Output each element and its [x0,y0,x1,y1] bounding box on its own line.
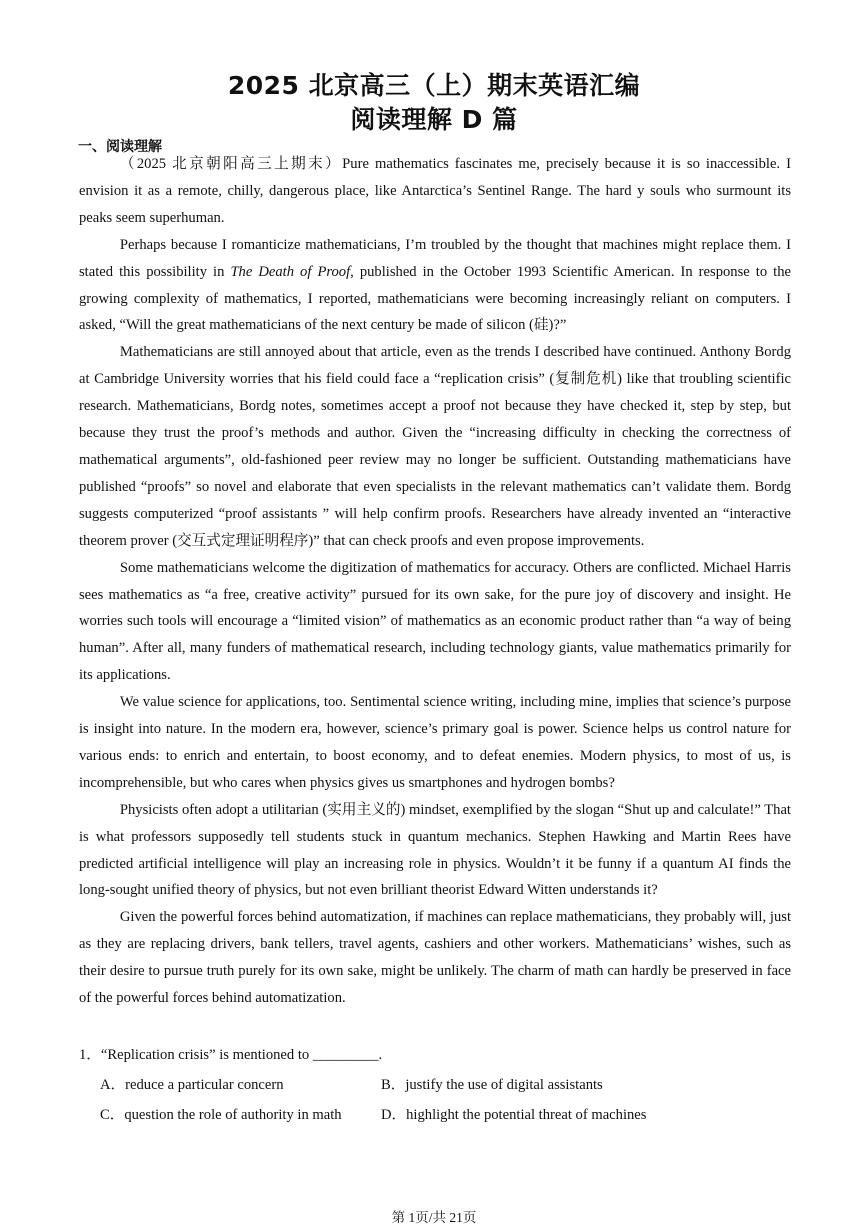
paragraph-5: We value science for applications, too. Sentimental science writing, including mine, implies that science’s purpose is insight into nature. In the modern era, however, science’s primary goal is power. Science helps us control nature for various ends: to enrich and entertain, to boost economy, and to defeat enemies. Modern physics, to most of us, is incomprehensible, but who cares when physics gives us smartphones and hydrogen bombs? [79,694,791,791]
paragraph-1: （2025 北京朝阳高三上期末）Pure mathematics fascinates me, precisely because it is so inaccessible. I envision it as a remote, chilly, dangerous place, like Antarctica’s Sentinel Range. The hard y souls who surmount its peaks seem superhuman. [79,156,791,226]
article-title: The Death of Proof [230,263,351,280]
passage [79,151,791,1012]
paragraph-7: Given the powerful forces behind automatization, if machines can replace mathematicians, they probably will, just as they are replacing drivers, bank tellers, travel agents, cashiers and other workers. Mathematicians’ wishes, such as their desire to pursue truth purely for its own sake, might be unlikely. The charm of math can hardly be preserved in face of the powerful forces behind automatization. [79,909,791,1007]
paragraph-2: Perhaps because I romanticize mathematicians, I’m troubled by the thought that machines might replace them. I stated this possibility in The Death of Proof, published in the October 1993 Scientific American. In response to the growing complexity of mathematics, I reported, mathematicians were becoming increasingly reliant on computers. I asked, “Will the great mathematicians of the next century be made of silicon (硅)?” [79,236,791,334]
paragraph-4: Some mathematicians welcome the digitization of mathematics for accuracy. Others are conflicted. Michael Harris sees mathematics as “a free, creative activity” pursued for its own sake, for the pure joy of discovery and insight. He worries such tools will encourage a “limited vision” of mathematics as an economic product rather than “a way of being human”. After all, many funders of mathematical research, including technology giants, value mathematics primarily for its applications. [79,559,791,684]
question-stem: 1．“Replication crisis” is mentioned to _________. [79,1047,383,1063]
section-heading: 一、阅读理解 [78,139,162,155]
page-subtitle: 阅读理解 D 篇 [350,105,518,134]
option-c: C．question the role of authority in math [100,1107,342,1123]
option-b: B．justify the use of digital assistants [381,1077,603,1093]
paragraph-3: Mathematicians are still annoyed about that article, even as the trends I described have continued. Anthony Bordg at Cambridge University worries that his field could face a “replication crisis” (复制危机) like that troubling scientific research. Mathematicians, Bordg notes, sometimes accept a proof not because they have checked it, step by step, but because they trust the proof’s methods and author. Given the “increasing difficulty in checking the correctness of mathematical arguments”, old-fashioned peer review may no longer be sufficient. Outstanding mathematicians have published “proofs” so novel and elaborate that even specialists in the relevant mathematics can’t validate them. Bordg suggests computerized “proof assistants ” will help confirm proofs. Researchers have already invented an “interactive theorem prover (交互式定理证明程序)” that can check proofs and even propose improvements. [79,344,791,549]
option-d: D．highlight the potential threat of machines [381,1107,647,1123]
option-a: A．reduce a particular concern [100,1077,284,1093]
paragraph-6: Physicists often adopt a utilitarian (实用主义的) mindset, exemplified by the slogan “Shut up and calculate!” That is what professors supposedly tell students stuck in quantum mechanics. Stephen Hawking and Martin Rees have predicted artificial intelligence will play an increasing role in physics. Wouldn’t it be funny if a quantum AI finds the long-sought unified theory of physics, but not even brilliant theorist Edward Witten understands it? [79,801,791,899]
page-title: 2025 北京高三（上）期末英语汇编 [227,71,641,100]
page-number: 第 1页/共 21页 [391,1210,477,1225]
